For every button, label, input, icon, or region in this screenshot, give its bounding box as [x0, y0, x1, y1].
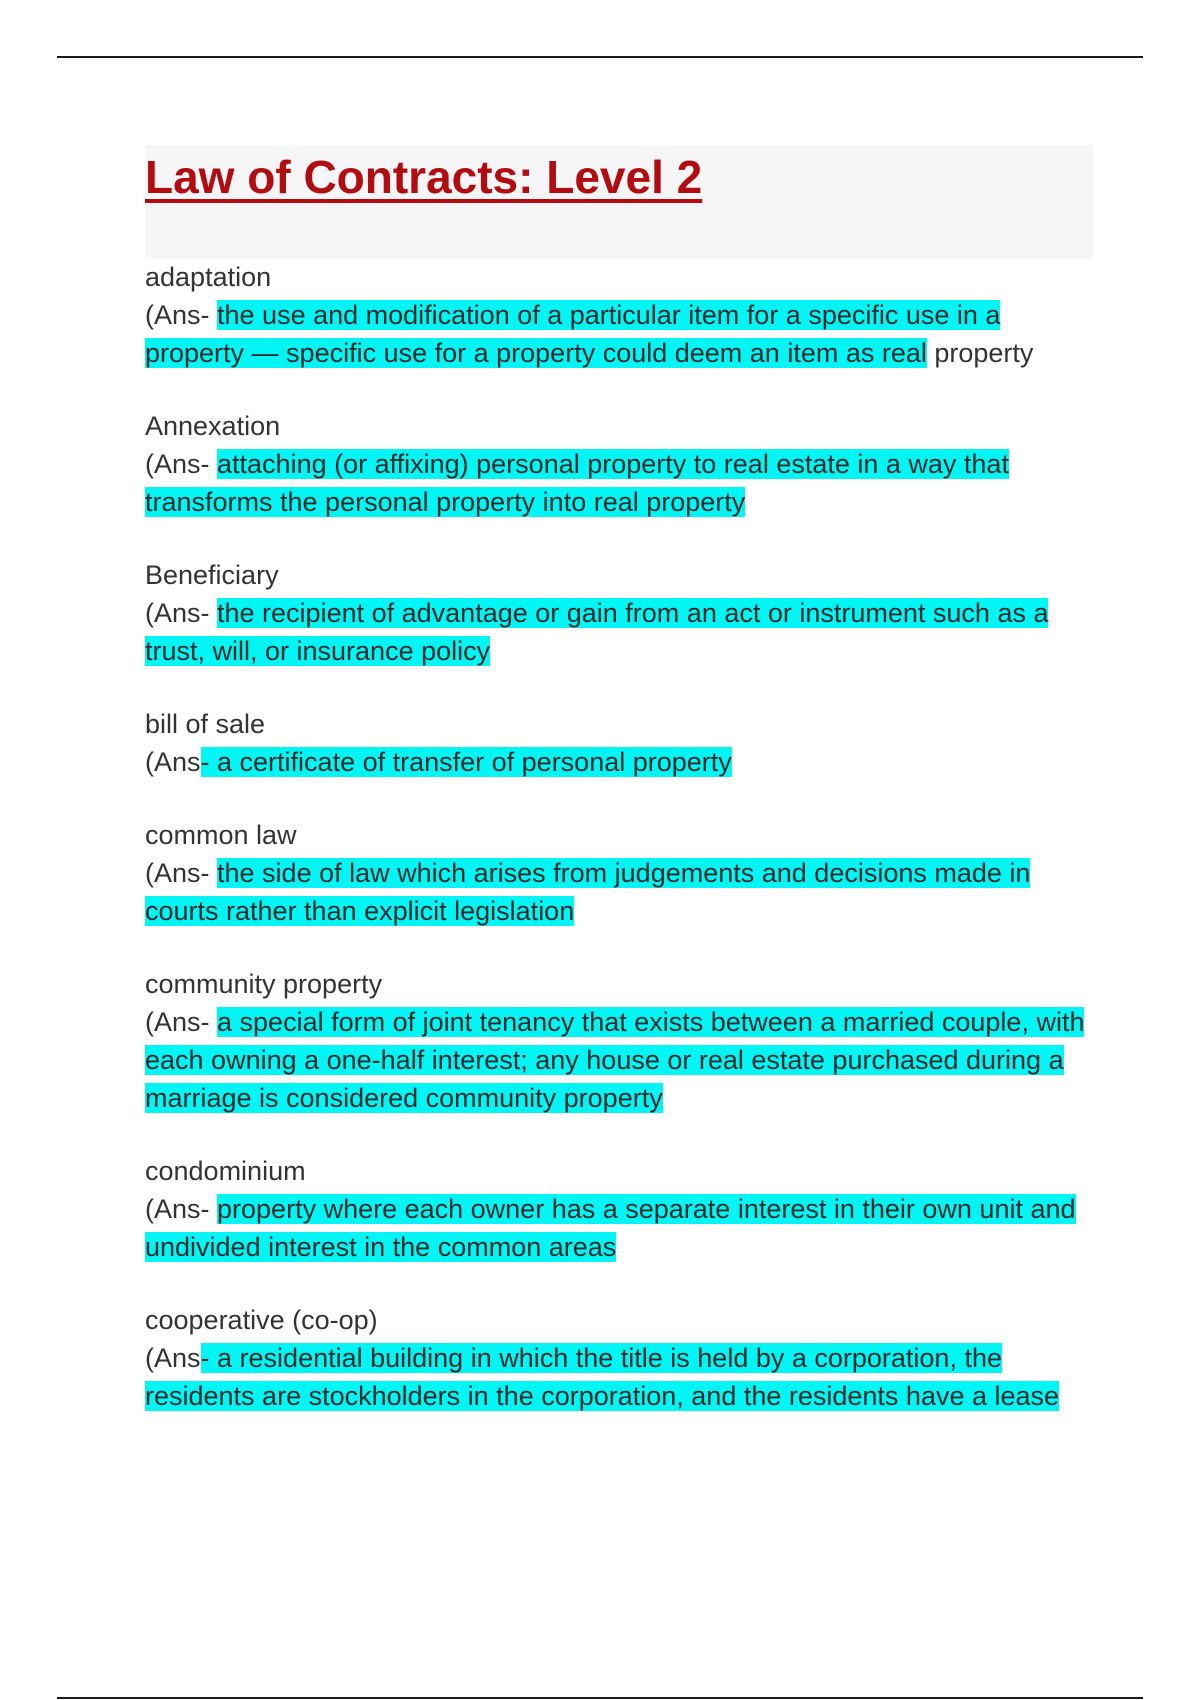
top-rule	[57, 56, 1143, 58]
entry-term: cooperative (co-op)	[145, 1305, 378, 1335]
highlighted-answer: property where each owner has a separate interest in their own unit and undivided interest in the common areas	[145, 1194, 1076, 1262]
answer-prefix: (Ans-	[145, 300, 218, 330]
highlighted-answer: attaching (or affixing) personal property to real estate in a way that transforms the personal property into real property	[145, 449, 1009, 517]
entry-term: community property	[145, 969, 383, 999]
answer-prefix: (Ans	[145, 1343, 201, 1373]
entry-definition	[145, 594, 1093, 670]
title-block	[145, 145, 1093, 259]
answer-prefix: (Ans-	[145, 449, 218, 479]
document-body	[145, 145, 1093, 1451]
entry-definition	[145, 1339, 1093, 1415]
entry-definition	[145, 743, 1093, 781]
entry-term: common law	[145, 820, 297, 850]
answer-prefix: (Ans-	[145, 1194, 218, 1224]
highlighted-answer: - a residential building in which the title is held by a corporation, the residents are stockholders in the corporation, and the residents have a lease	[145, 1343, 1060, 1411]
entry-term: Beneficiary	[145, 560, 279, 590]
glossary-entry	[145, 408, 1093, 521]
glossary-entry	[145, 1153, 1093, 1266]
entry-term: adaptation	[145, 262, 272, 292]
glossary-entry	[145, 259, 1093, 372]
entry-definition	[145, 296, 1093, 372]
entry-definition	[145, 445, 1093, 521]
bottom-rule	[57, 1697, 1143, 1699]
glossary-entry	[145, 1302, 1093, 1415]
entry-definition	[145, 854, 1093, 930]
answer-prefix: (Ans	[145, 747, 201, 777]
entry-term: bill of sale	[145, 709, 266, 739]
highlighted-answer: a special form of joint tenancy that exists between a married couple, with each owning a one-half interest; any house or real estate purchased during a marriage is considered community property	[145, 1007, 1085, 1113]
answer-prefix: (Ans-	[145, 598, 218, 628]
answer-prefix: (Ans-	[145, 1007, 218, 1037]
entry-definition	[145, 1003, 1093, 1117]
highlighted-answer: the use and modification of a particular item for a specific use in a property — specific use for a property could deem an item as real	[145, 300, 1001, 368]
answer-prefix: (Ans-	[145, 858, 218, 888]
highlighted-answer: - a certificate of transfer of personal property	[200, 747, 732, 777]
highlighted-answer: the recipient of advantage or gain from an act or instrument such as a trust, will, or insurance policy	[145, 598, 1049, 666]
entry-term: condominium	[145, 1156, 306, 1186]
glossary-entry	[145, 966, 1093, 1117]
answer-tail: property	[926, 338, 1034, 368]
glossary-entry	[145, 557, 1093, 670]
document-title: Law of Contracts: Level 2	[145, 151, 703, 203]
entry-term: Annexation	[145, 411, 281, 441]
glossary-entry	[145, 706, 1093, 781]
glossary-entry	[145, 817, 1093, 930]
highlighted-answer: the side of law which arises from judgements and decisions made in courts rather than explicit legislation	[145, 858, 1031, 926]
glossary-list	[145, 259, 1093, 1415]
entry-definition	[145, 1190, 1093, 1266]
